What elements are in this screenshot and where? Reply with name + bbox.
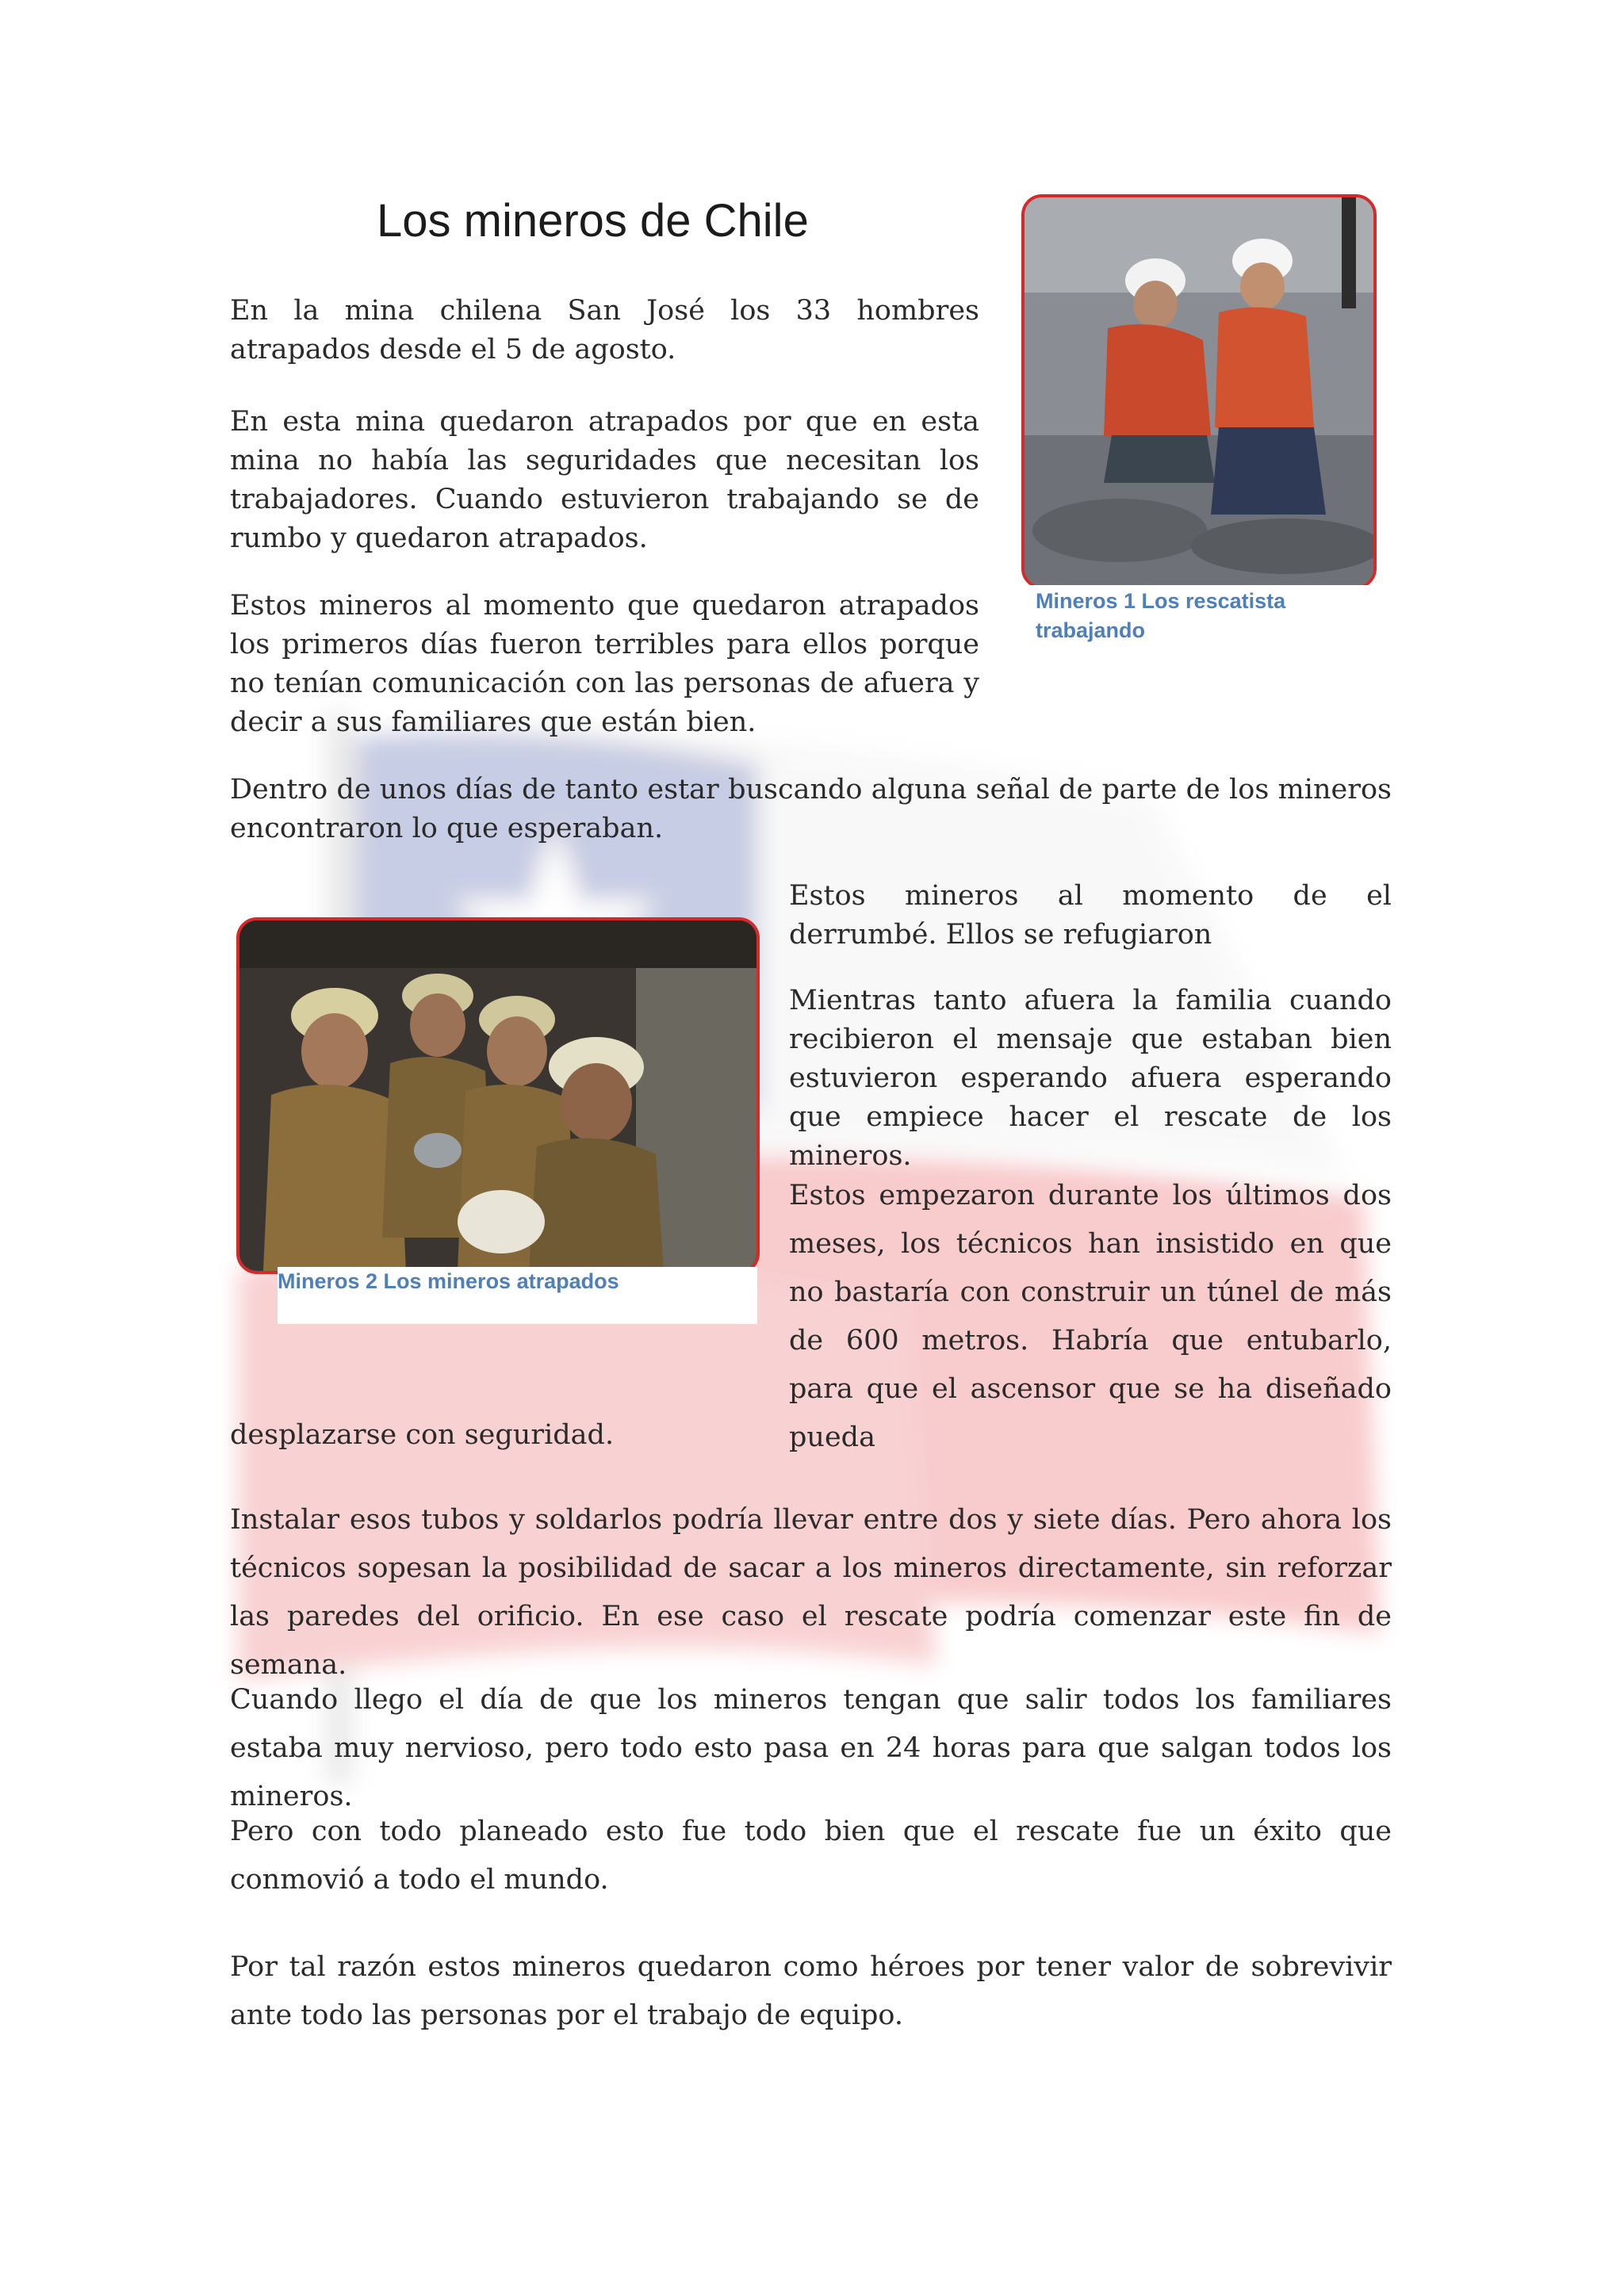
- figure-1-caption: Mineros 1 Los rescatista trabajando: [1036, 589, 1286, 642]
- paragraph-10: Pero con todo planeado esto fue todo bien que el rescate fue un éxito que conmovió a todo el mundo.: [230, 1816, 1392, 1896]
- paragraph-2: En esta mina quedaron atrapados por que en esta mina no había las seguridades que necesitan los trabajadores. Cuando estuvieron trabajando se de rumbo y quedaron atrapados.: [230, 406, 979, 554]
- paragraph-3: Estos mineros al momento que quedaron atrapados los primeros días fueron terribles para ellos porque no tenían comunicación con las personas de afuera y decir a sus familiares que están bien.: [230, 590, 979, 738]
- rescuers-photo: [1021, 194, 1377, 589]
- paragraph-6: Mientras tanto afuera la familia cuando recibieron el mensaje que estaban bien estuvieron esperando afuera esperando que empiece hacer el rescate de los mineros.: [789, 985, 1392, 1172]
- paragraph-8: Instalar esos tubos y soldarlos podría llevar entre dos y siete días. Pero ahora los técnicos sopesan la posibilidad de sacar a los mineros directamente, sin reforzar las paredes del orificio. En ese caso el rescate podría comenzar este fin de semana.: [230, 1504, 1392, 1681]
- figure-2-caption: Mineros 2 Los mineros atrapados: [278, 1269, 619, 1293]
- trapped-miners-photo: [236, 917, 760, 1274]
- trapped-miners-photo-image: [239, 920, 756, 1271]
- rescuers-photo-image: [1025, 197, 1373, 586]
- paragraph-5: Estos mineros al momento de el derrumbé. Ellos se refugiaron: [789, 880, 1392, 951]
- paragraph-1: En la mina chilena San José los 33 hombres atrapados desde el 5 de agosto.: [230, 295, 979, 365]
- paragraph-7-continued: desplazarse con seguridad.: [230, 1419, 615, 1451]
- page-title: Los mineros de Chile: [377, 195, 809, 247]
- paragraph-9: Cuando llego el día de que los mineros tengan que salir todos los familiares estaba muy nervioso, pero todo esto pasa en 24 horas para que salgan todos los mineros.: [230, 1684, 1392, 1812]
- paragraph-11: Por tal razón estos mineros quedaron como héroes por tener valor de sobrevivir ante todo las personas por el trabajo de equipo.: [230, 1951, 1392, 2031]
- paragraph-4: Dentro de unos días de tanto estar buscando alguna señal de parte de los mineros encontraron lo que esperaban.: [230, 774, 1392, 844]
- paragraph-7: Estos empezaron durante los últimos dos meses, los técnicos han insistido en que no bastaría con construir un túnel de más de 600 metros. Habría que entubarlo, para que el ascensor que se ha diseñado pueda: [789, 1180, 1392, 1453]
